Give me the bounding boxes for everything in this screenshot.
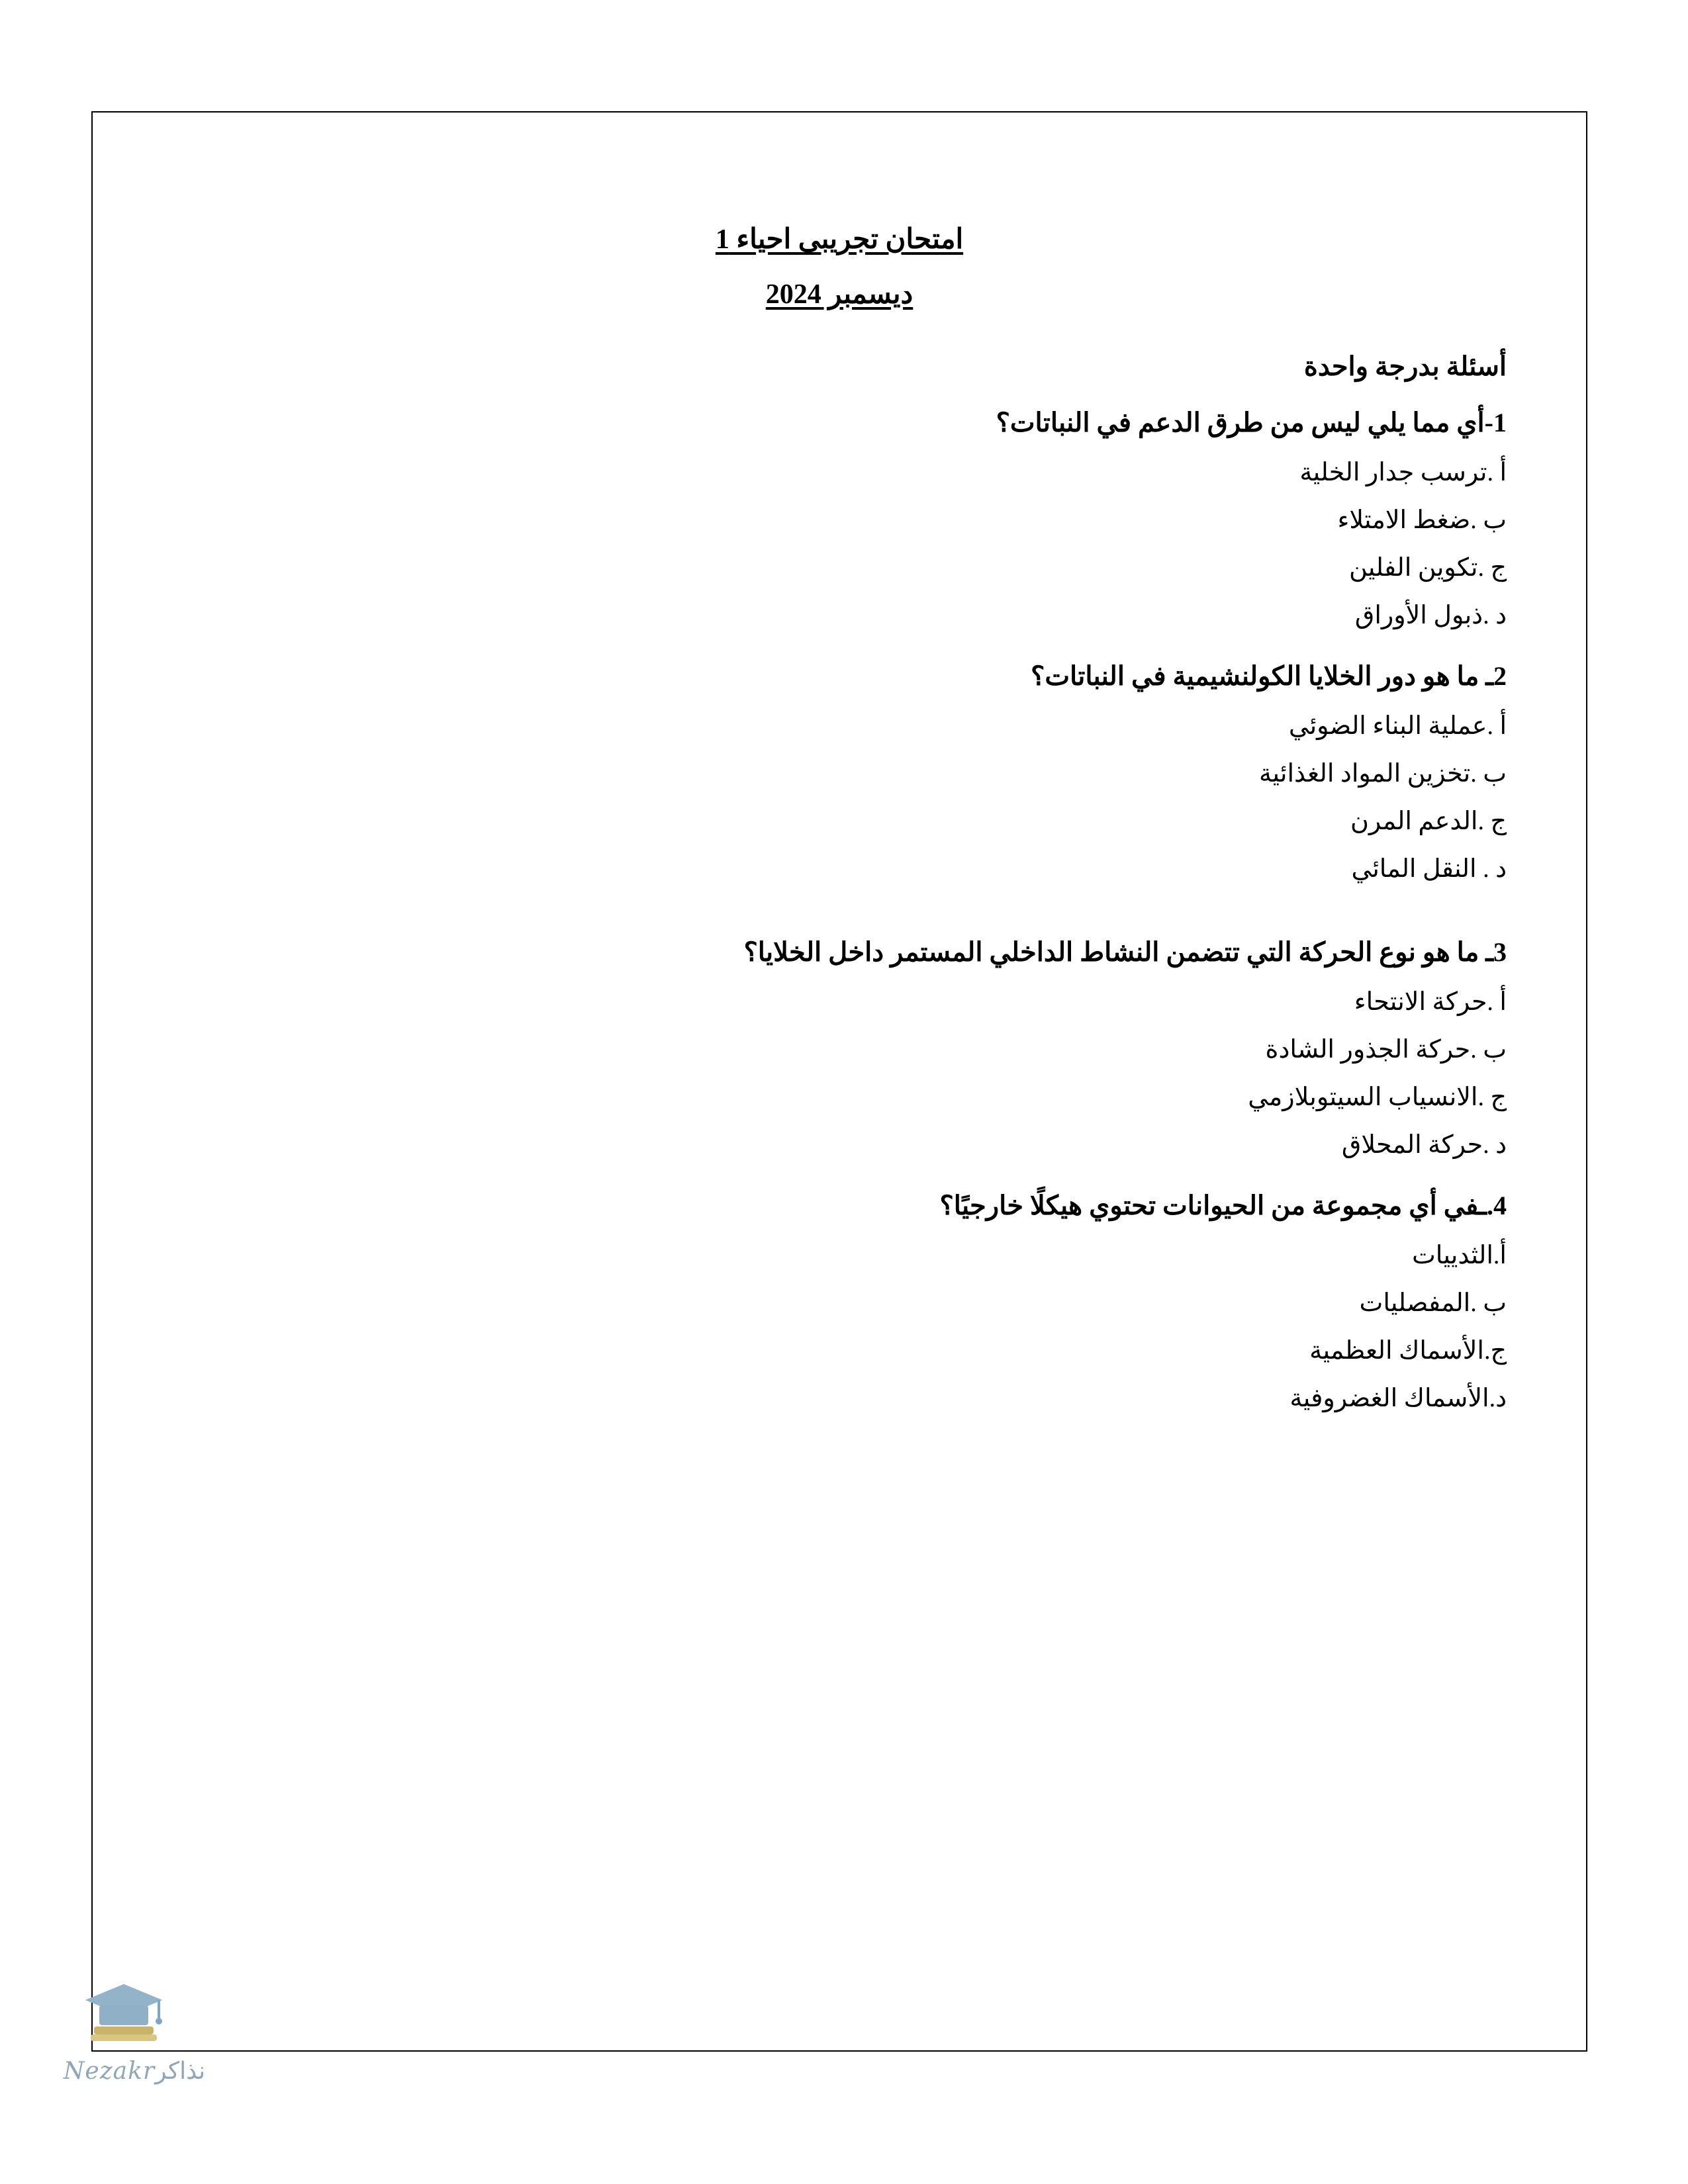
- choice-option[interactable]: ج.الأسماك العظمية: [1309, 1336, 1507, 1365]
- choice-option[interactable]: ب .ضغط الامتلاء: [1337, 506, 1507, 535]
- question-text: 3ـ ما هو نوع الحركة التي تتضمن النشاط الداخلي المستمر داخل الخلايا؟: [743, 937, 1507, 968]
- document-page: [91, 111, 1587, 2052]
- choice-option[interactable]: ب .حركة الجذور الشادة: [1265, 1035, 1507, 1064]
- choice-option[interactable]: ج .الدعم المرن: [1350, 807, 1507, 835]
- choice-option[interactable]: ب .المفصليات: [1359, 1289, 1507, 1317]
- watermark: [40, 1979, 238, 2105]
- watermark-text: [40, 2057, 238, 2085]
- section-label: أسئلة بدرجة واحدة: [1303, 351, 1507, 382]
- question-block: [172, 931, 1507, 1165]
- choice-option[interactable]: د . النقل المائي: [1351, 855, 1507, 883]
- watermark-brand-latin: Nezakr: [63, 2058, 156, 2085]
- question-text: 2ـ ما هو دور الخلايا الكولنشيمية في النباتات؟: [1031, 661, 1507, 692]
- question-text: 1-أي مما يلي ليس من طرق الدعم في النباتات؟: [996, 408, 1507, 438]
- choice-option[interactable]: د .ذبول الأوراق: [1354, 602, 1507, 630]
- spacer: [172, 889, 1507, 911]
- document-body: [172, 218, 1507, 1418]
- question-block: [172, 402, 1507, 635]
- exam-title: [172, 218, 1507, 261]
- choice-option[interactable]: ج .الانسياب السيتوبلازمي: [1248, 1083, 1507, 1111]
- question-block: [172, 1185, 1507, 1418]
- exam-date: [172, 273, 1507, 316]
- choice-option[interactable]: أ.الثدييات: [1411, 1241, 1507, 1269]
- choice-option[interactable]: أ .حركة الانتحاء: [1354, 987, 1507, 1016]
- question-text: 4.ـفي أي مجموعة من الحيوانات تحتوي هيكلًا خارجيًا؟: [939, 1190, 1507, 1220]
- choice-option[interactable]: أ .ترسب جدار الخلية: [1299, 458, 1507, 486]
- choice-option[interactable]: ج .تكوين الفلين: [1348, 554, 1507, 582]
- choice-option[interactable]: ب .تخزين المواد الغذائية: [1259, 759, 1507, 788]
- choice-option[interactable]: د.الأسماك الغضروفية: [1289, 1384, 1507, 1412]
- choice-option[interactable]: د .حركة المحلاق: [1341, 1130, 1507, 1159]
- graduation-cap-icon: [79, 1979, 169, 2058]
- choice-option[interactable]: أ .عملية البناء الضوئي: [1288, 711, 1507, 740]
- question-block: [172, 655, 1507, 889]
- watermark-brand-arabic: نذاكر: [155, 2058, 206, 2084]
- exam-date-text: ديسمبر 2024: [765, 279, 914, 310]
- exam-title-text: امتحان تجريبى احياء 1: [715, 224, 964, 255]
